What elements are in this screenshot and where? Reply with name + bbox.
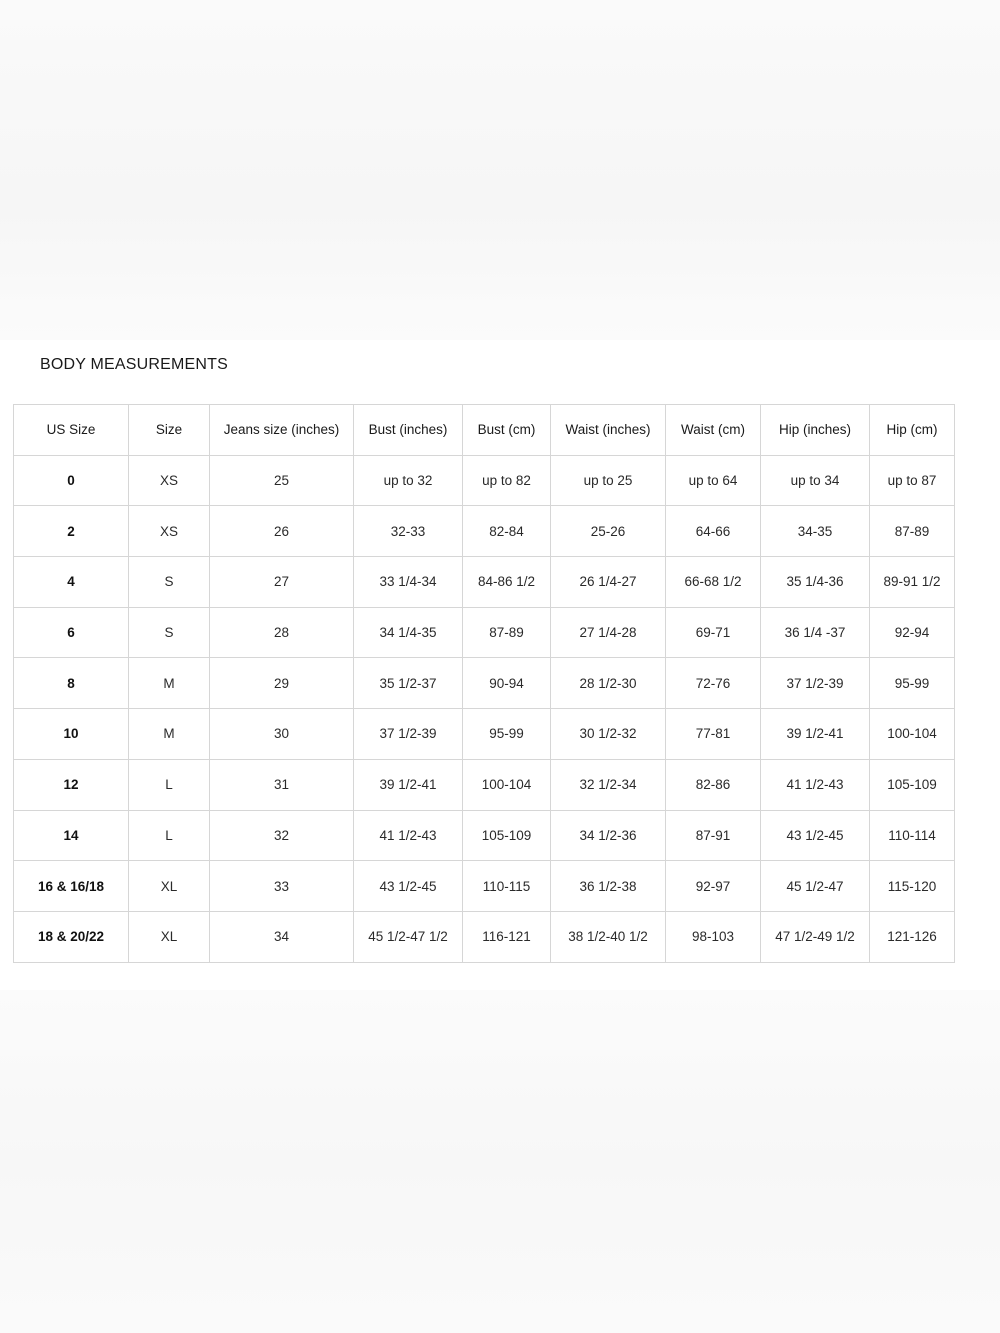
cell-waist-cm: 98-103 (666, 911, 761, 962)
cell-us-size: 6 (14, 607, 129, 658)
table-row (14, 455, 955, 506)
header-size: Size (129, 405, 210, 456)
cell-bust-cm: 105-109 (463, 810, 551, 861)
cell-hip-inches: 45 1/2-47 (761, 861, 870, 912)
cell-bust-inches: 37 1/2-39 (354, 709, 463, 760)
cell-bust-inches: 33 1/4-34 (354, 557, 463, 608)
cell-bust-inches: 41 1/2-43 (354, 810, 463, 861)
cell-bust-inches: up to 32 (354, 455, 463, 506)
header-hip-inches: Hip (inches) (761, 405, 870, 456)
cell-jeans-size: 25 (210, 455, 354, 506)
cell-bust-cm: 110-115 (463, 861, 551, 912)
cell-waist-cm: up to 64 (666, 455, 761, 506)
cell-jeans-size: 28 (210, 607, 354, 658)
section-title: BODY MEASUREMENTS (40, 356, 229, 373)
cell-hip-inches: 43 1/2-45 (761, 810, 870, 861)
cell-size: S (129, 557, 210, 608)
cell-hip-inches: up to 34 (761, 455, 870, 506)
cell-waist-cm: 77-81 (666, 709, 761, 760)
cell-us-size: 14 (14, 810, 129, 861)
cell-jeans-size: 33 (210, 861, 354, 912)
cell-bust-inches: 45 1/2-47 1/2 (354, 911, 463, 962)
bottom-background (0, 990, 1000, 1333)
table-row (14, 607, 955, 658)
table-body (14, 455, 955, 962)
cell-size: L (129, 759, 210, 810)
cell-hip-inches: 36 1/4 -37 (761, 607, 870, 658)
cell-bust-cm: 100-104 (463, 759, 551, 810)
cell-hip-cm: 87-89 (870, 506, 955, 557)
cell-waist-cm: 66-68 1/2 (666, 557, 761, 608)
header-bust-inches: Bust (inches) (354, 405, 463, 456)
cell-size: XL (129, 911, 210, 962)
cell-hip-cm: 115-120 (870, 861, 955, 912)
cell-jeans-size: 29 (210, 658, 354, 709)
cell-jeans-size: 27 (210, 557, 354, 608)
cell-waist-cm: 87-91 (666, 810, 761, 861)
cell-waist-inches: up to 25 (551, 455, 666, 506)
cell-hip-inches: 34-35 (761, 506, 870, 557)
cell-hip-cm: up to 87 (870, 455, 955, 506)
cell-waist-inches: 32 1/2-34 (551, 759, 666, 810)
cell-jeans-size: 32 (210, 810, 354, 861)
header-waist-inches: Waist (inches) (551, 405, 666, 456)
cell-hip-cm: 110-114 (870, 810, 955, 861)
cell-waist-inches: 26 1/4-27 (551, 557, 666, 608)
cell-jeans-size: 30 (210, 709, 354, 760)
cell-jeans-size: 34 (210, 911, 354, 962)
cell-hip-cm: 95-99 (870, 658, 955, 709)
cell-us-size: 0 (14, 455, 129, 506)
cell-us-size: 4 (14, 557, 129, 608)
cell-waist-inches: 36 1/2-38 (551, 861, 666, 912)
cell-hip-cm: 100-104 (870, 709, 955, 760)
header-bust-cm: Bust (cm) (463, 405, 551, 456)
cell-hip-cm: 92-94 (870, 607, 955, 658)
cell-hip-inches: 39 1/2-41 (761, 709, 870, 760)
cell-size: S (129, 607, 210, 658)
header-hip-cm: Hip (cm) (870, 405, 955, 456)
header-jeans-size: Jeans size (inches) (210, 405, 354, 456)
cell-waist-inches: 38 1/2-40 1/2 (551, 911, 666, 962)
cell-hip-inches: 35 1/4-36 (761, 557, 870, 608)
table-row (14, 759, 955, 810)
cell-waist-cm: 82-86 (666, 759, 761, 810)
cell-bust-cm: 82-84 (463, 506, 551, 557)
cell-jeans-size: 26 (210, 506, 354, 557)
cell-bust-inches: 34 1/4-35 (354, 607, 463, 658)
cell-waist-inches: 25-26 (551, 506, 666, 557)
cell-hip-inches: 47 1/2-49 1/2 (761, 911, 870, 962)
cell-bust-inches: 35 1/2-37 (354, 658, 463, 709)
header-row (14, 405, 955, 456)
table-row (14, 911, 955, 962)
cell-waist-cm: 69-71 (666, 607, 761, 658)
cell-bust-inches: 32-33 (354, 506, 463, 557)
cell-size: M (129, 658, 210, 709)
cell-size: M (129, 709, 210, 760)
table-row (14, 709, 955, 760)
cell-waist-inches: 27 1/4-28 (551, 607, 666, 658)
cell-hip-inches: 37 1/2-39 (761, 658, 870, 709)
cell-waist-cm: 72-76 (666, 658, 761, 709)
table-row (14, 658, 955, 709)
table-row (14, 506, 955, 557)
header-waist-cm: Waist (cm) (666, 405, 761, 456)
cell-size: XS (129, 506, 210, 557)
table-row (14, 861, 955, 912)
cell-us-size: 12 (14, 759, 129, 810)
cell-hip-inches: 41 1/2-43 (761, 759, 870, 810)
cell-bust-cm: 84-86 1/2 (463, 557, 551, 608)
cell-waist-cm: 64-66 (666, 506, 761, 557)
cell-bust-inches: 39 1/2-41 (354, 759, 463, 810)
table-row (14, 557, 955, 608)
cell-bust-cm: 87-89 (463, 607, 551, 658)
cell-us-size: 8 (14, 658, 129, 709)
table-row (14, 810, 955, 861)
cell-waist-cm: 92-97 (666, 861, 761, 912)
cell-bust-cm: 90-94 (463, 658, 551, 709)
cell-waist-inches: 30 1/2-32 (551, 709, 666, 760)
cell-bust-cm: 95-99 (463, 709, 551, 760)
size-chart-table (13, 404, 955, 963)
cell-bust-cm: up to 82 (463, 455, 551, 506)
cell-us-size: 18 & 20/22 (14, 911, 129, 962)
cell-us-size: 10 (14, 709, 129, 760)
cell-bust-inches: 43 1/2-45 (354, 861, 463, 912)
cell-size: XS (129, 455, 210, 506)
cell-us-size: 16 & 16/18 (14, 861, 129, 912)
cell-hip-cm: 89-91 1/2 (870, 557, 955, 608)
cell-us-size: 2 (14, 506, 129, 557)
cell-size: XL (129, 861, 210, 912)
cell-jeans-size: 31 (210, 759, 354, 810)
header-us-size: US Size (14, 405, 129, 456)
cell-size: L (129, 810, 210, 861)
cell-hip-cm: 105-109 (870, 759, 955, 810)
top-background (0, 0, 1000, 340)
cell-hip-cm: 121-126 (870, 911, 955, 962)
cell-waist-inches: 34 1/2-36 (551, 810, 666, 861)
cell-waist-inches: 28 1/2-30 (551, 658, 666, 709)
cell-bust-cm: 116-121 (463, 911, 551, 962)
